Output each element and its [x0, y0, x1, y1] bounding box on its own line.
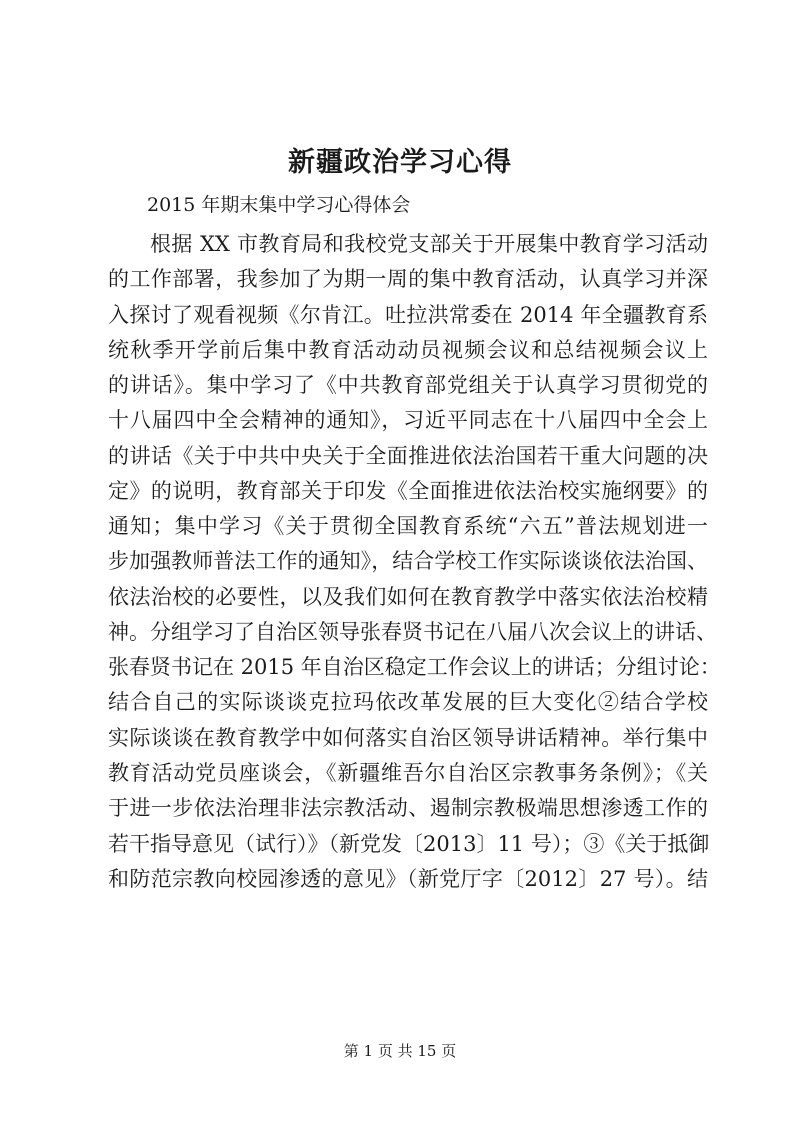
body-line: 统秋季开学前后集中教育活动动员视频会议和总结视频会议上 [108, 337, 708, 362]
body-text [108, 227, 721, 897]
body-line: 依法治校的必要性，以及我们如何在教育教学中落实依法治校精 [108, 584, 708, 609]
body-line: 的讲话》。集中学习了《中共教育部党组关于认真学习贯彻党的 [108, 373, 708, 398]
body-line: 实际谈谈在教育教学中如何落实自治区领导讲话精神。举行集中 [108, 725, 708, 750]
body-line: 入探讨了观看视频《尔肯江。吐拉洪常委在 2014 年全疆教育系 [108, 302, 708, 327]
body-line: 神。分组学习了自治区领导张春贤书记在八届八次会议上的讲话、 [108, 619, 717, 644]
body-line: 于进一步依法治理非法宗教活动、遏制宗教极端思想渗透工作的 [108, 796, 708, 821]
page-title: 新疆政治学习心得 [288, 147, 512, 178]
body-line: 若干指导意见（试行）》（新党发〔2013〕11 号）；③《关于抵御 [108, 831, 710, 856]
body-line: 的讲话《关于中共中央关于全面推进依法治国若干重大问题的决 [108, 443, 708, 468]
body-line: 的工作部署，我参加了为期一周的集中教育活动，认真学习并深 [108, 267, 708, 292]
page-number-footer: 第 1 页 共 15 页 [343, 1042, 457, 1060]
body-line: 根据 XX 市教育局和我校党支部关于开展集中教育学习活动 [150, 232, 708, 256]
body-line: 定》的说明，教育部关于印发《全面推进依法治校实施纲要》的 [108, 478, 708, 503]
body-line: 和防范宗教向校园渗透的意见》（新党厅字〔2012〕27 号）。结 [108, 866, 708, 891]
body-line: 步加强教师普法工作的通知》，结合学校工作实际谈谈依法治国、 [108, 549, 708, 574]
body-line: 十八届四中全会精神的通知》，习近平同志在十八届四中全会上 [108, 408, 708, 433]
body-line: 张春贤书记在 2015 年自治区稳定工作会议上的讲话；分组讨论： [108, 655, 721, 680]
document-subtitle: 2015 年期末集中学习心得体会 [147, 194, 411, 216]
body-line: 结合自己的实际谈谈克拉玛依改革发展的巨大变化②结合学校 [108, 690, 708, 715]
body-line: 教育活动党员座谈会，《新疆维吾尔自治区宗教事务条例》；《关 [108, 760, 708, 785]
body-line: 通知；集中学习《关于贯彻全国教育系统“六五”普法规划进一 [108, 514, 708, 539]
